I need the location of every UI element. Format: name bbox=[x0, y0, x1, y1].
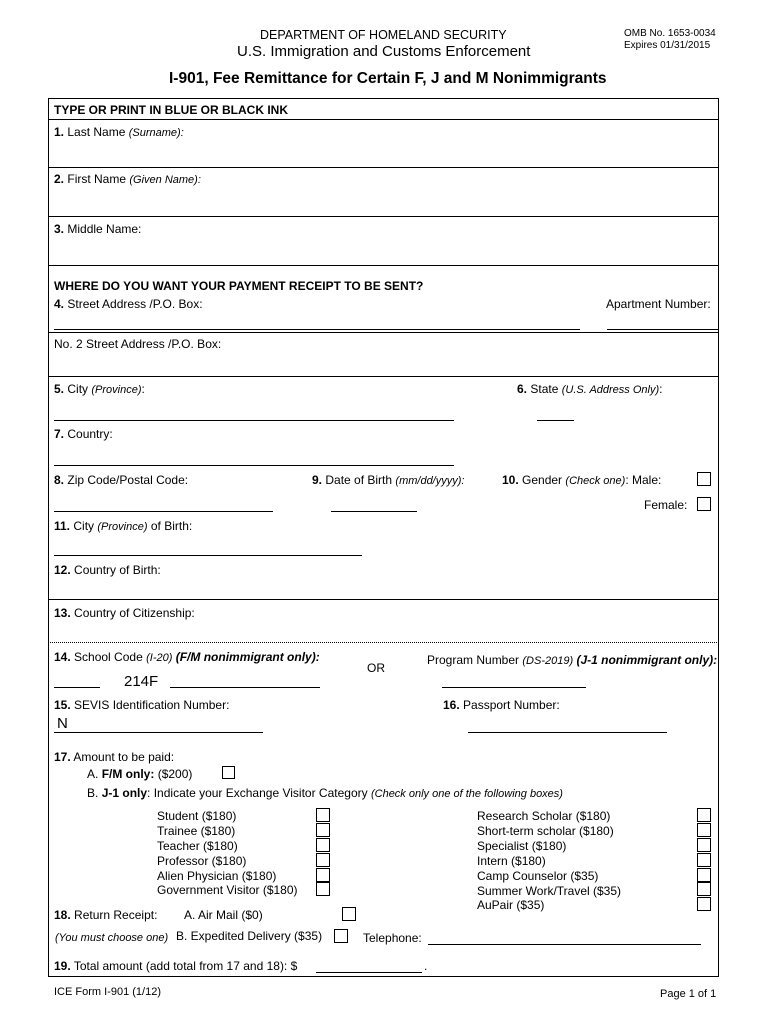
dob-label: 9. Date of Birth (mm/dd/yyyy): bbox=[312, 473, 465, 487]
gender-male-checkbox[interactable] bbox=[697, 472, 711, 486]
divider bbox=[48, 216, 719, 217]
air-mail-label: A. Air Mail ($0) bbox=[184, 908, 263, 922]
expedited-checkbox[interactable] bbox=[334, 929, 348, 943]
fm-only-label: A. F/M only: ($200) bbox=[87, 767, 193, 781]
first-name-field[interactable] bbox=[49, 188, 718, 215]
agency-name: U.S. Immigration and Customs Enforcement bbox=[237, 43, 531, 60]
last-name-field[interactable] bbox=[49, 140, 718, 166]
j1-checkbox-government-visitor[interactable] bbox=[316, 882, 330, 896]
country-birth-label: 12. Country of Birth: bbox=[54, 563, 161, 577]
j1-checkbox-summer-work-travel[interactable] bbox=[697, 882, 711, 896]
department-name: DEPARTMENT OF HOMELAND SECURITY bbox=[260, 28, 507, 42]
city-birth-label: 11. City (Province) of Birth: bbox=[54, 519, 193, 533]
j1-checkbox-research-scholar[interactable] bbox=[697, 808, 711, 822]
j1-option-short-term-scholar: Short-term scholar ($180) bbox=[477, 824, 614, 838]
gender-female-checkbox[interactable] bbox=[697, 497, 711, 511]
j1-option-intern: Intern ($180) bbox=[477, 854, 546, 868]
school-code-value[interactable]: 214F bbox=[124, 673, 159, 690]
divider bbox=[48, 167, 719, 168]
last-name-label: 1. Last Name (Surname): bbox=[54, 125, 184, 139]
amount-label: 17. Amount to be paid: bbox=[54, 750, 175, 764]
j1-only-label: B. J-1 only: Indicate your Exchange Visitor Category (Check only one of the following boxes) bbox=[87, 786, 563, 800]
sevis-value[interactable]: N bbox=[57, 715, 68, 732]
country-label: 7. Country: bbox=[54, 427, 113, 441]
j1-option-specialist: Specialist ($180) bbox=[477, 839, 567, 853]
omb-number: OMB No. 1653-0034 bbox=[624, 28, 716, 39]
school-code-label: 14. School Code (I-20) (F/M nonimmigrant only): bbox=[54, 650, 320, 664]
street2-field[interactable] bbox=[49, 352, 718, 374]
j1-option-trainee: Trainee ($180) bbox=[157, 824, 236, 838]
j1-option-student: Student ($180) bbox=[157, 809, 237, 823]
country-birth-field[interactable] bbox=[49, 578, 718, 598]
sevis-field[interactable] bbox=[54, 732, 263, 733]
j1-checkbox-camp-counselor[interactable] bbox=[697, 868, 711, 882]
total-period: . bbox=[424, 959, 428, 973]
ink-instructions: TYPE OR PRINT IN BLUE OR BLACK INK bbox=[54, 103, 289, 117]
street1-field[interactable] bbox=[54, 329, 580, 330]
citizenship-label: 13. Country of Citizenship: bbox=[54, 606, 195, 620]
school-code-suffix-field[interactable] bbox=[170, 687, 320, 688]
or-text: OR bbox=[367, 661, 385, 675]
divider bbox=[48, 376, 719, 377]
sevis-label: 15. SEVIS Identification Number: bbox=[54, 698, 230, 712]
j1-option-camp-counselor: Camp Counselor ($35) bbox=[477, 869, 599, 883]
j1-checkbox-short-term-scholar[interactable] bbox=[697, 823, 711, 837]
receipt-heading: WHERE DO YOU WANT YOUR PAYMENT RECEIPT TO BE SENT? bbox=[54, 279, 424, 293]
first-name-label: 2. First Name (Given Name): bbox=[54, 172, 201, 186]
passport-label: 16. Passport Number: bbox=[443, 698, 560, 712]
gender-female-label: Female: bbox=[644, 498, 688, 512]
j1-option-teacher: Teacher ($180) bbox=[157, 839, 238, 853]
omb-expires: Expires 01/31/2015 bbox=[624, 40, 711, 51]
total-label: 19. Total amount (add total from 17 and 18): $ bbox=[54, 959, 298, 973]
j1-checkbox-aupair[interactable] bbox=[697, 897, 711, 911]
fm-only-checkbox[interactable] bbox=[222, 766, 235, 779]
air-mail-checkbox[interactable] bbox=[342, 907, 356, 921]
j1-option-research-scholar: Research Scholar ($180) bbox=[477, 809, 611, 823]
form-title: I-901, Fee Remittance for Certain F, J and M Nonimmigrants bbox=[169, 70, 607, 87]
school-code-prefix-field[interactable] bbox=[54, 687, 100, 688]
telephone-label: Telephone: bbox=[363, 931, 422, 945]
j1-option-summer-work-travel: Summer Work/Travel ($35) bbox=[477, 884, 622, 898]
zip-field[interactable] bbox=[54, 511, 273, 512]
zip-label: 8. Zip Code/Postal Code: bbox=[54, 473, 189, 487]
form-frame bbox=[48, 98, 719, 977]
state-label: 6. State (U.S. Address Only): bbox=[517, 382, 663, 396]
city-label: 5. City (Province): bbox=[54, 382, 145, 396]
j1-checkbox-student[interactable] bbox=[316, 808, 330, 822]
divider bbox=[48, 332, 719, 333]
j1-option-alien-physician: Alien Physician ($180) bbox=[157, 869, 277, 883]
j1-checkbox-trainee[interactable] bbox=[316, 823, 330, 837]
citizenship-field[interactable] bbox=[49, 621, 718, 640]
apartment-label: Apartment Number: bbox=[606, 297, 711, 311]
city-field[interactable] bbox=[54, 420, 454, 421]
j1-option-government-visitor: Government Visitor ($180) bbox=[157, 883, 298, 897]
j1-checkbox-teacher[interactable] bbox=[316, 838, 330, 852]
middle-name-field[interactable] bbox=[49, 238, 718, 264]
j1-checkbox-alien-physician[interactable] bbox=[316, 868, 330, 882]
j1-checkbox-specialist[interactable] bbox=[697, 838, 711, 852]
return-receipt-label: 18. Return Receipt: bbox=[54, 908, 158, 922]
dotted-divider bbox=[48, 642, 719, 643]
j1-option-aupair: AuPair ($35) bbox=[477, 898, 545, 912]
state-field[interactable] bbox=[537, 420, 574, 421]
apartment-field[interactable] bbox=[607, 329, 718, 330]
street2-label: No. 2 Street Address /P.O. Box: bbox=[54, 337, 222, 351]
form-id: ICE Form I-901 (1/12) bbox=[54, 986, 161, 998]
divider bbox=[48, 265, 719, 266]
passport-field[interactable] bbox=[468, 732, 667, 733]
expedited-label: B. Expedited Delivery ($35) bbox=[176, 929, 323, 943]
program-number-field[interactable] bbox=[442, 687, 586, 688]
middle-name-label: 3. Middle Name: bbox=[54, 222, 142, 236]
j1-checkbox-professor[interactable] bbox=[316, 853, 330, 867]
page-number: Page 1 of 1 bbox=[660, 988, 717, 1000]
must-choose-note: (You must choose one) bbox=[55, 932, 169, 944]
program-number-label: Program Number (DS-2019) (J-1 nonimmigrant only): bbox=[427, 653, 718, 667]
dob-field[interactable] bbox=[331, 511, 417, 512]
j1-option-professor: Professor ($180) bbox=[157, 854, 247, 868]
telephone-field[interactable] bbox=[428, 944, 701, 945]
divider bbox=[48, 599, 719, 600]
street1-label: 4. Street Address /P.O. Box: bbox=[54, 297, 203, 311]
total-field[interactable] bbox=[316, 972, 422, 973]
j1-checkbox-intern[interactable] bbox=[697, 853, 711, 867]
divider bbox=[48, 119, 719, 120]
gender-label: 10. Gender (Check one): Male: bbox=[502, 473, 662, 487]
country-field[interactable] bbox=[54, 465, 454, 466]
city-birth-field[interactable] bbox=[54, 555, 362, 556]
